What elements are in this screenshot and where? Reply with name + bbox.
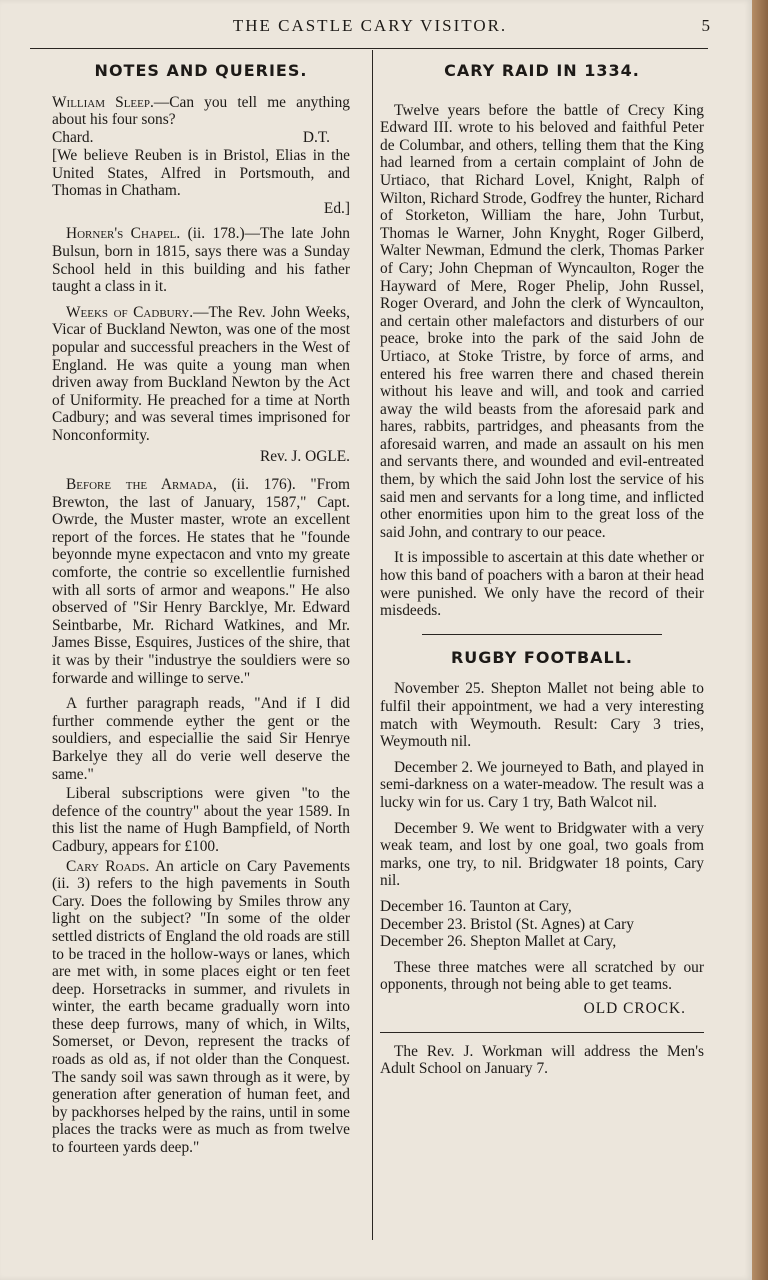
note-place: Chard. <box>52 129 94 147</box>
left-column <box>52 58 350 1165</box>
note-signature: Rev. J. OGLE. <box>259 448 350 466</box>
note-weeks-of-cadbury <box>52 304 350 445</box>
note-text: —Can you tell me anything about his four sons? <box>52 93 350 129</box>
notice-paragraph: The Rev. J. Workman will address the Men's Adult School on January 7. <box>380 1042 704 1078</box>
raid-paragraph: It is impossible to ascertain at this date whether or how this band of poachers with a baron at their head were punished. We only have the record of their misdeeds. <box>380 549 704 620</box>
fixture-item: December 16. Taunton at Cary, <box>380 897 572 915</box>
note-lead: Horner's Chapel. <box>66 225 181 243</box>
note-text: —The Rev. John Weeks, Vicar of Buckland Newton, was one of the most popular and successful preachers in the West of England. He was quite a young man when driven away from Buckland Newton by the Act of Uniformity. He preached for a time at North Cadbury; and was several times imprisoned for Nonconformity. <box>52 303 350 444</box>
rugby-paragraph: November 25. Shepton Mallet not being able to fulfil their appointment, we had a very interesting match with Weymouth. Result: Cary 3 tries, Weymouth nil. <box>380 680 704 751</box>
rugby-signature: OLD CROCK. <box>583 999 686 1017</box>
note-lead: Weeks of Cadbury. <box>66 303 194 321</box>
running-head <box>30 16 710 42</box>
note-text: An article on Cary Pavements (ii. 3) refers to the high pavements in South Cary. Does the following by Smiles throw any light on the subject? "In some of the older settled districts of England the old roads are still to be traced in the hollow-ways or lanes, which are met with, in some places eight or ten feet deep. Horsetracks in summer, and rivulets in winter, the earth became gradually worn into these deep furrows, many of which, in Wilts, Somerset, or Devon, represent the tracks of roads as old as, if not older than the Conquest. The sandy soil was sawn through as it were, by generation after generation of human feet, and by packhorses helped by the rains, until in some places the tracks were as much as from twelve to fourteen yards deep." <box>52 857 350 1157</box>
note-lead: Before the Armada, <box>66 476 217 494</box>
note-ed: Ed.] <box>323 199 350 217</box>
raid-paragraph: Twelve years before the battle of Crecy King Edward III. wrote to his beloved and faithful Peter de Columbar, and others, telling them that the King had learned from a certain complaint of John de Urtiaco, that Richard Lovel, Knight, Ralph of Wilton, Richard Strode, Godfrey the hunter, Richard of Storketon, William the hare, John Turbut, Thomas le Warner, John Knyght, Roger Gilberd, Walter Newman, Edmund the clerk, Thomas Parker of Cary; John Chepman of Wyncaulton, Roger the Hayward of Mere, Roger Phelip, John Russel, Roger Overard, and John the clerk of Wyncaulton, and certain other malefactors and disturbers of our peace, broke into the park of the said John de Urtiaco, at Stoke Tristre, by force of arms, and entered his free warren there and chased therein without his leave and will, and took and carried away the wild beasts from the aforesaid park and hares, rabbits, partridges, and pheasants from the aforesaid warren, and made an assault on his men and servants there, and wounded and evil-entreated them, by which the said John lost the service of his said men and servants for a long time, and inflicted other enormities upon him to the great loss of the said John, and contrary to our peace. <box>380 101 704 541</box>
fixture-list <box>380 898 704 951</box>
note-lead: Cary Roads. <box>66 857 150 875</box>
note-text: (ii. 176). "From Brewton, the last of January, 1587," Capt. Owrde, the Muster master, wrote an excellent report of the forces. He states that he "founde beyonnde myne expectacon and vnto my greate comforte, the contrie so excellentlie furnished with all sorts of armor and weapons." He also observed of "Sir Henry Barcklye, Mr. Edward Seintbarbe, Mr. Richard Watkines, and Mr. James Bisse, Esquires, Justices of the shire, that it was by their "industrye the souldiers were so forwarde and willinge to serve." <box>52 476 350 687</box>
right-column <box>380 58 704 1086</box>
note-text: (ii. 178.)—The late John Bulsun, born in 1815, says there was a Sunday School held in this building and his father taught a class in it. <box>52 225 350 296</box>
note-answer: [We believe Reuben is in Bristol, Elias in the United States, Alfred in Portsmouth, and Thomas in Chatham. <box>52 146 350 200</box>
fixture-item: December 26. Shepton Mallet at Cary, <box>380 933 617 951</box>
rugby-paragraph: December 9. We went to Bridgwater with a very weak team, and lost by one goal, two goals from marks, one try, to nil. Bridgwater 18 points, Cary nil. <box>380 819 704 890</box>
rugby-paragraph: December 2. We journeyed to Bath, and played in semi-darkness on a water-meadow. The result was a lucky win for us. Cary 1 try, Bath Walcot nil. <box>380 758 704 811</box>
section-rule <box>380 1032 704 1033</box>
note-before-the-armada <box>52 476 350 687</box>
rugby-heading: RUGBY FOOTBALL. <box>450 647 633 667</box>
running-title: THE CASTLE CARY VISITOR. <box>232 16 508 35</box>
page-number: 5 <box>701 16 710 35</box>
notes-heading: NOTES AND QUERIES. <box>94 61 308 80</box>
raid-heading: CARY RAID IN 1334. <box>444 61 640 80</box>
column-divider <box>372 50 373 1240</box>
fixture-item: December 23. Bristol (St. Agnes) at Cary <box>380 915 634 933</box>
note-cary-roads <box>52 858 350 1157</box>
rugby-paragraph: These three matches were all scratched by our opponents, through not being able to get teams. <box>380 958 704 994</box>
note-lead: William Sleep. <box>52 93 154 111</box>
note-initials: D.T. <box>302 128 330 146</box>
page-edge <box>752 0 768 1280</box>
note-paragraph: Liberal subscriptions were given "to the defence of the country" about the year 1589. In this list the name of Hugh Bampfield, of North Cadbury, appears for £100. <box>52 785 350 855</box>
note-horners-chapel <box>52 225 350 295</box>
note-william-sleep <box>52 94 350 218</box>
section-rule <box>422 634 662 635</box>
header-rule <box>30 48 708 49</box>
note-paragraph: A further paragraph reads, "And if I did further commende eyther the gent or the souldiers, and especiallie the said Sir Henrye Barkelye they all do verie well deserve the same." <box>52 695 350 783</box>
